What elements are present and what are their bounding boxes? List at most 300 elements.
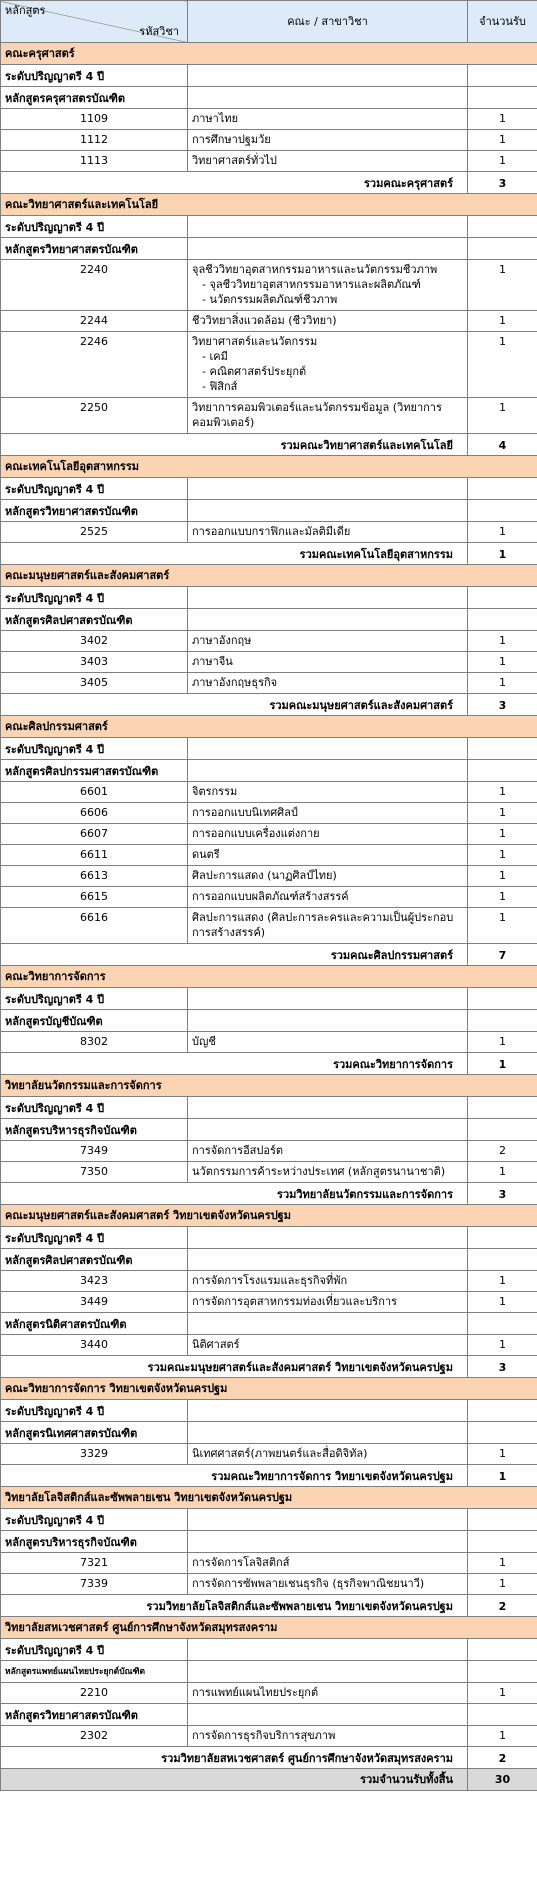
course-code: 3405 (1, 673, 188, 694)
course-quota: 1 (468, 652, 537, 673)
program-name: หลักสูตรวิทยาศาสตรบัณฑิต (1, 238, 188, 260)
empty-cell (468, 1704, 537, 1726)
course-quota: 1 (468, 782, 537, 803)
course-name: การออกแบบกราฟิกและมัลติมีเดีย (192, 525, 351, 538)
faculty-total-row (1, 543, 537, 565)
degree-level: ระดับปริญญาตรี 4 ปี (1, 1097, 188, 1119)
empty-cell (468, 760, 537, 782)
course-row (1, 1553, 537, 1574)
faculty-total-label: รวมคณะวิทยาศาสตร์และเทคโนโลยี (1, 434, 468, 456)
empty-cell (468, 587, 537, 609)
faculty-total-value: 1 (468, 543, 537, 565)
empty-cell (188, 87, 468, 109)
program-name: หลักสูตรนิเทศศาสตรบัณฑิต (1, 1422, 188, 1444)
course-code: 7349 (1, 1141, 188, 1162)
program-row (1, 1119, 537, 1141)
course-row (1, 782, 537, 803)
course-name: การจัดการอุตสาหกรรมท่องเที่ยวและบริการ (192, 1295, 397, 1308)
course-quota: 1 (468, 1683, 537, 1704)
course-code: 2246 (1, 332, 188, 398)
course-quota: 1 (468, 1444, 537, 1465)
course-name: ภาษาอังกฤษ (192, 634, 252, 647)
program-row (1, 500, 537, 522)
empty-cell (188, 587, 468, 609)
course-name-cell (188, 311, 468, 332)
course-name-cell (188, 631, 468, 652)
faculty-total-value: 1 (468, 1053, 537, 1075)
empty-cell (188, 500, 468, 522)
empty-cell (468, 500, 537, 522)
faculty-row (1, 1205, 537, 1227)
faculty-name: วิทยาลัยนวัตกรรมและการจัดการ (1, 1075, 537, 1097)
course-code: 6601 (1, 782, 188, 803)
course-name-cell (188, 1444, 468, 1465)
program-row (1, 1704, 537, 1726)
course-name: วิทยาศาสตร์และนวัตกรรม (192, 335, 318, 348)
faculty-name: วิทยาลัยสหเวชศาสตร์ ศูนย์การศึกษาจังหวัดสมุทรสงคราม (1, 1617, 537, 1639)
course-code: 3403 (1, 652, 188, 673)
course-row (1, 109, 537, 130)
course-row (1, 398, 537, 434)
course-quota: 1 (468, 1553, 537, 1574)
course-name-cell (188, 673, 468, 694)
course-row (1, 1271, 537, 1292)
course-name: ภาษาจีน (192, 655, 233, 668)
empty-cell (468, 609, 537, 631)
course-quota: 1 (468, 522, 537, 543)
program-name: หลักสูตรแพทย์แผนไทยประยุกต์บัณฑิต (1, 1661, 188, 1683)
course-code: 7339 (1, 1574, 188, 1595)
course-row (1, 1444, 537, 1465)
faculty-total-value: 3 (468, 1356, 537, 1378)
degree-level: ระดับปริญญาตรี 4 ปี (1, 988, 188, 1010)
empty-cell (188, 1249, 468, 1271)
faculty-row (1, 565, 537, 587)
degree-level-row (1, 587, 537, 609)
faculty-total-row (1, 434, 537, 456)
empty-cell (188, 478, 468, 500)
empty-cell (468, 1010, 537, 1032)
faculty-total-row (1, 1595, 537, 1617)
course-name: การออกแบบเครื่องแต่งกาย (192, 827, 320, 840)
program-row (1, 238, 537, 260)
program-name: หลักสูตรบัญชีบัณฑิต (1, 1010, 188, 1032)
course-name: จุลชีววิทยาอุตสาหกรรมอาหารและนวัตกรรมชีวภาพ (192, 263, 438, 276)
faculty-name: คณะศิลปกรรมศาสตร์ (1, 716, 537, 738)
empty-cell (468, 1531, 537, 1553)
course-subtrack: - ฟิสิกส์ (202, 380, 238, 393)
course-quota: 1 (468, 130, 537, 151)
degree-level-row (1, 1509, 537, 1531)
course-row (1, 652, 537, 673)
course-code: 3402 (1, 631, 188, 652)
degree-level-row (1, 478, 537, 500)
course-name-cell (188, 151, 468, 172)
course-name-cell (188, 1032, 468, 1053)
faculty-name: คณะเทคโนโลยีอุตสาหกรรม (1, 456, 537, 478)
course-code: 2250 (1, 398, 188, 434)
faculty-name: คณะวิทยาการจัดการ (1, 966, 537, 988)
course-row (1, 866, 537, 887)
course-row (1, 130, 537, 151)
course-row (1, 1292, 537, 1313)
course-name-cell (188, 652, 468, 673)
course-quota: 1 (468, 803, 537, 824)
faculty-row (1, 1617, 537, 1639)
faculty-total-row (1, 1465, 537, 1487)
course-row (1, 151, 537, 172)
course-name-cell (188, 1335, 468, 1356)
course-quota: 1 (468, 887, 537, 908)
empty-cell (188, 738, 468, 760)
course-name-cell (188, 866, 468, 887)
course-row (1, 887, 537, 908)
faculty-total-label: รวมคณะเทคโนโลยีอุตสาหกรรม (1, 543, 468, 565)
course-name: นวัตกรรมการค้าระหว่างประเทศ (หลักสูตรนานาชาติ) (192, 1165, 446, 1178)
course-code: 7350 (1, 1162, 188, 1183)
course-quota: 1 (468, 631, 537, 652)
degree-level: ระดับปริญญาตรี 4 ปี (1, 1639, 188, 1661)
course-name: การศึกษาปฐมวัย (192, 133, 271, 146)
faculty-total-value: 3 (468, 694, 537, 716)
course-subtrack: - เคมี (202, 350, 228, 363)
course-code: 6615 (1, 887, 188, 908)
course-name: ศิลปะการแสดง (ศิลปะการละครและความเป็นผู้ประกอบการสร้างสรรค์) (192, 911, 454, 939)
program-name: หลักสูตรศิลปศาสตรบัณฑิต (1, 1249, 188, 1271)
empty-cell (188, 1227, 468, 1249)
faculty-total-label: รวมวิทยาลัยสหเวชศาสตร์ ศูนย์การศึกษาจังหวัดสมุทรสงคราม (1, 1747, 468, 1769)
empty-cell (188, 1704, 468, 1726)
course-name: จิตรกรรม (192, 785, 238, 798)
faculty-total-row (1, 1053, 537, 1075)
course-code: 2240 (1, 260, 188, 311)
faculty-total-label: รวมวิทยาลัยโลจิสติกส์และซัพพลายเชน วิทยาเขตจังหวัดนครปฐม (1, 1595, 468, 1617)
course-name: ชีววิทยาสิ่งแวดล้อม (ชีววิทยา) (192, 314, 337, 327)
course-name-cell (188, 887, 468, 908)
course-name-cell (188, 824, 468, 845)
empty-cell (468, 478, 537, 500)
course-name: การแพทย์แผนไทยประยุกต์ (192, 1686, 319, 1699)
empty-cell (188, 1531, 468, 1553)
faculty-total-row (1, 1747, 537, 1769)
faculty-name: คณะมนุษยศาสตร์และสังคมศาสตร์ วิทยาเขตจังหวัดนครปฐม (1, 1205, 537, 1227)
degree-level-row (1, 1400, 537, 1422)
course-subtrack: - นวัตกรรมผลิตภัณฑ์ชีวภาพ (202, 293, 338, 306)
degree-level: ระดับปริญญาตรี 4 ปี (1, 478, 188, 500)
empty-cell (188, 1509, 468, 1531)
degree-level-row (1, 1227, 537, 1249)
header-corner-cell (1, 1, 188, 43)
program-name: หลักสูตรครุศาสตรบัณฑิต (1, 87, 188, 109)
degree-level: ระดับปริญญาตรี 4 ปี (1, 1509, 188, 1531)
faculty-row (1, 43, 537, 65)
header-faculty-label: คณะ / สาขาวิชา (188, 1, 468, 43)
empty-cell (468, 87, 537, 109)
course-quota: 1 (468, 1574, 537, 1595)
empty-cell (468, 1119, 537, 1141)
course-name-cell (188, 398, 468, 434)
empty-cell (188, 1639, 468, 1661)
course-code: 2302 (1, 1726, 188, 1747)
course-row (1, 332, 537, 398)
course-code: 1113 (1, 151, 188, 172)
faculty-total-row (1, 1356, 537, 1378)
course-code: 1112 (1, 130, 188, 151)
faculty-total-value: 1 (468, 1465, 537, 1487)
empty-cell (468, 988, 537, 1010)
course-row (1, 1162, 537, 1183)
faculty-total-value: 2 (468, 1595, 537, 1617)
faculty-name: คณะวิทยาศาสตร์และเทคโนโลยี (1, 194, 537, 216)
course-code: 6607 (1, 824, 188, 845)
empty-cell (188, 1097, 468, 1119)
faculty-name: คณะครุศาสตร์ (1, 43, 537, 65)
table-header-row (1, 1, 537, 43)
degree-level-row (1, 65, 537, 87)
empty-cell (468, 1509, 537, 1531)
course-name: วิทยาศาสตร์ทั่วไป (192, 154, 277, 167)
faculty-total-value: 7 (468, 944, 537, 966)
faculty-total-value: 3 (468, 172, 537, 194)
course-quota: 1 (468, 1162, 537, 1183)
empty-cell (188, 1422, 468, 1444)
grand-total-row (1, 1769, 537, 1791)
course-row (1, 1726, 537, 1747)
course-name-cell (188, 260, 468, 311)
faculty-total-label: รวมคณะครุศาสตร์ (1, 172, 468, 194)
course-code: 7321 (1, 1553, 188, 1574)
header-count-label: จำนวนรับ (468, 1, 537, 43)
faculty-total-label: รวมคณะมนุษยศาสตร์และสังคมศาสตร์ วิทยาเขตจังหวัดนครปฐม (1, 1356, 468, 1378)
course-name-cell (188, 1726, 468, 1747)
course-name: ภาษาอังกฤษธุรกิจ (192, 676, 278, 689)
course-row (1, 260, 537, 311)
degree-level-row (1, 988, 537, 1010)
course-name-cell (188, 1271, 468, 1292)
program-row (1, 1010, 537, 1032)
course-code: 3449 (1, 1292, 188, 1313)
course-quota: 1 (468, 311, 537, 332)
degree-level: ระดับปริญญาตรี 4 ปี (1, 587, 188, 609)
faculty-row (1, 456, 537, 478)
degree-level-row (1, 1097, 537, 1119)
faculty-total-value: 3 (468, 1183, 537, 1205)
empty-cell (188, 1400, 468, 1422)
program-row (1, 1531, 537, 1553)
header-code-label: รหัสวิชา (139, 25, 179, 38)
course-quota: 1 (468, 1726, 537, 1747)
course-row (1, 522, 537, 543)
faculty-total-label: รวมคณะมนุษยศาสตร์และสังคมศาสตร์ (1, 694, 468, 716)
course-name: การจัดการธุรกิจบริการสุขภาพ (192, 1729, 336, 1742)
faculty-row (1, 1075, 537, 1097)
course-name-cell (188, 845, 468, 866)
program-name: หลักสูตรบริหารธุรกิจบัณฑิต (1, 1119, 188, 1141)
degree-level: ระดับปริญญาตรี 4 ปี (1, 65, 188, 87)
empty-cell (188, 988, 468, 1010)
table-body (1, 43, 537, 1769)
empty-cell (188, 238, 468, 260)
course-name: การจัดการโรงแรมและธุรกิจที่พัก (192, 1274, 348, 1287)
faculty-total-label: รวมคณะวิทยาการจัดการ (1, 1053, 468, 1075)
course-row (1, 1335, 537, 1356)
empty-cell (188, 1010, 468, 1032)
course-name: วิทยาการคอมพิวเตอร์และนวัตกรรมข้อมูล (วิทยาการคอมพิวเตอร์) (192, 401, 442, 429)
faculty-name: วิทยาลัยโลจิสติกส์และซัพพลายเชน วิทยาเขตจังหวัดนครปฐม (1, 1487, 537, 1509)
course-quota: 1 (468, 845, 537, 866)
faculty-total-label: รวมวิทยาลัยนวัตกรรมและการจัดการ (1, 1183, 468, 1205)
course-row (1, 824, 537, 845)
program-name: หลักสูตรศิลปกรรมศาสตรบัณฑิต (1, 760, 188, 782)
course-name: นิเทศศาสตร์(ภาพยนตร์และสื่อดิจิทัล) (192, 1447, 368, 1460)
faculty-name: คณะมนุษยศาสตร์และสังคมศาสตร์ (1, 565, 537, 587)
grand-total-label: รวมจำนวนรับทั้งสิ้น (1, 1769, 468, 1791)
course-code: 6616 (1, 908, 188, 944)
empty-cell (468, 65, 537, 87)
faculty-name: คณะวิทยาการจัดการ วิทยาเขตจังหวัดนครปฐม (1, 1378, 537, 1400)
course-row (1, 311, 537, 332)
course-name-cell (188, 1683, 468, 1704)
faculty-total-row (1, 1183, 537, 1205)
empty-cell (468, 1661, 537, 1683)
degree-level: ระดับปริญญาตรี 4 ปี (1, 738, 188, 760)
course-name-cell (188, 1162, 468, 1183)
empty-cell (188, 1661, 468, 1683)
degree-level: ระดับปริญญาตรี 4 ปี (1, 1227, 188, 1249)
empty-cell (468, 216, 537, 238)
course-row (1, 1683, 537, 1704)
degree-level: ระดับปริญญาตรี 4 ปี (1, 216, 188, 238)
course-name-cell (188, 1574, 468, 1595)
course-row (1, 908, 537, 944)
course-name: การจัดการโลจิสติกส์ (192, 1556, 290, 1569)
course-quota: 2 (468, 1141, 537, 1162)
course-code: 6611 (1, 845, 188, 866)
course-code: 3423 (1, 1271, 188, 1292)
faculty-total-row (1, 172, 537, 194)
course-quota: 1 (468, 1271, 537, 1292)
course-code: 3440 (1, 1335, 188, 1356)
course-quota: 1 (468, 332, 537, 398)
course-name-cell (188, 109, 468, 130)
course-quota: 1 (468, 908, 537, 944)
empty-cell (468, 1400, 537, 1422)
course-name: นิติศาสตร์ (192, 1338, 240, 1351)
course-name-cell (188, 1141, 468, 1162)
course-quota: 1 (468, 824, 537, 845)
faculty-row (1, 1378, 537, 1400)
course-name: การจัดการซัพพลายเชนธุรกิจ (ธุรกิจพาณิชยนาวี) (192, 1577, 425, 1590)
empty-cell (468, 1422, 537, 1444)
course-quota: 1 (468, 151, 537, 172)
course-quota: 1 (468, 673, 537, 694)
empty-cell (468, 1097, 537, 1119)
program-row (1, 1661, 537, 1683)
empty-cell (468, 1313, 537, 1335)
faculty-total-label: รวมคณะศิลปกรรมศาสตร์ (1, 944, 468, 966)
program-name: หลักสูตรบริหารธุรกิจบัณฑิต (1, 1531, 188, 1553)
empty-cell (468, 738, 537, 760)
degree-level-row (1, 738, 537, 760)
course-name-cell (188, 332, 468, 398)
degree-level-row (1, 1639, 537, 1661)
course-name: ดนตรี (192, 848, 220, 861)
course-code: 1109 (1, 109, 188, 130)
course-code: 2525 (1, 522, 188, 543)
degree-level-row (1, 216, 537, 238)
course-name: บัญชี (192, 1035, 216, 1048)
course-code: 6613 (1, 866, 188, 887)
faculty-total-row (1, 944, 537, 966)
faculty-row (1, 1487, 537, 1509)
course-name-cell (188, 803, 468, 824)
course-row (1, 845, 537, 866)
grand-total-value: 30 (468, 1769, 537, 1791)
course-name: การออกแบบนิเทศศิลป์ (192, 806, 298, 819)
empty-cell (468, 1249, 537, 1271)
course-quota: 1 (468, 1032, 537, 1053)
empty-cell (468, 1639, 537, 1661)
degree-level: ระดับปริญญาตรี 4 ปี (1, 1400, 188, 1422)
empty-cell (468, 1227, 537, 1249)
header-program-label: หลักสูตร (5, 4, 46, 17)
faculty-row (1, 716, 537, 738)
course-row (1, 631, 537, 652)
course-name: ภาษาไทย (192, 112, 239, 125)
course-quota: 1 (468, 109, 537, 130)
course-subtrack: - คณิตศาสตร์ประยุกต์ (202, 365, 307, 378)
course-row (1, 1032, 537, 1053)
course-name-cell (188, 130, 468, 151)
course-name: ศิลปะการแสดง (นาฏศิลป์ไทย) (192, 869, 337, 882)
course-row (1, 1141, 537, 1162)
program-row (1, 87, 537, 109)
course-quota: 1 (468, 260, 537, 311)
faculty-total-label: รวมคณะวิทยาการจัดการ วิทยาเขตจังหวัดนครปฐม (1, 1465, 468, 1487)
empty-cell (188, 1313, 468, 1335)
empty-cell (188, 1119, 468, 1141)
course-name-cell (188, 1553, 468, 1574)
faculty-row (1, 194, 537, 216)
course-name: การออกแบบผลิตภัณฑ์สร้างสรรค์ (192, 890, 349, 903)
course-name-cell (188, 1292, 468, 1313)
course-code: 2210 (1, 1683, 188, 1704)
program-row (1, 609, 537, 631)
empty-cell (188, 216, 468, 238)
faculty-total-value: 4 (468, 434, 537, 456)
empty-cell (188, 65, 468, 87)
faculty-row (1, 966, 537, 988)
course-row (1, 1574, 537, 1595)
course-quota: 1 (468, 398, 537, 434)
program-name: หลักสูตรศิลปศาสตรบัณฑิต (1, 609, 188, 631)
faculty-total-row (1, 694, 537, 716)
course-quota: 1 (468, 1292, 537, 1313)
course-quota: 1 (468, 1335, 537, 1356)
program-row (1, 1422, 537, 1444)
course-code: 3329 (1, 1444, 188, 1465)
course-code: 6606 (1, 803, 188, 824)
faculty-total-value: 2 (468, 1747, 537, 1769)
course-row (1, 803, 537, 824)
course-row (1, 673, 537, 694)
course-name-cell (188, 522, 468, 543)
course-name-cell (188, 782, 468, 803)
empty-cell (188, 760, 468, 782)
empty-cell (468, 238, 537, 260)
course-name: การจัดการอีสปอร์ต (192, 1144, 284, 1157)
program-row (1, 760, 537, 782)
